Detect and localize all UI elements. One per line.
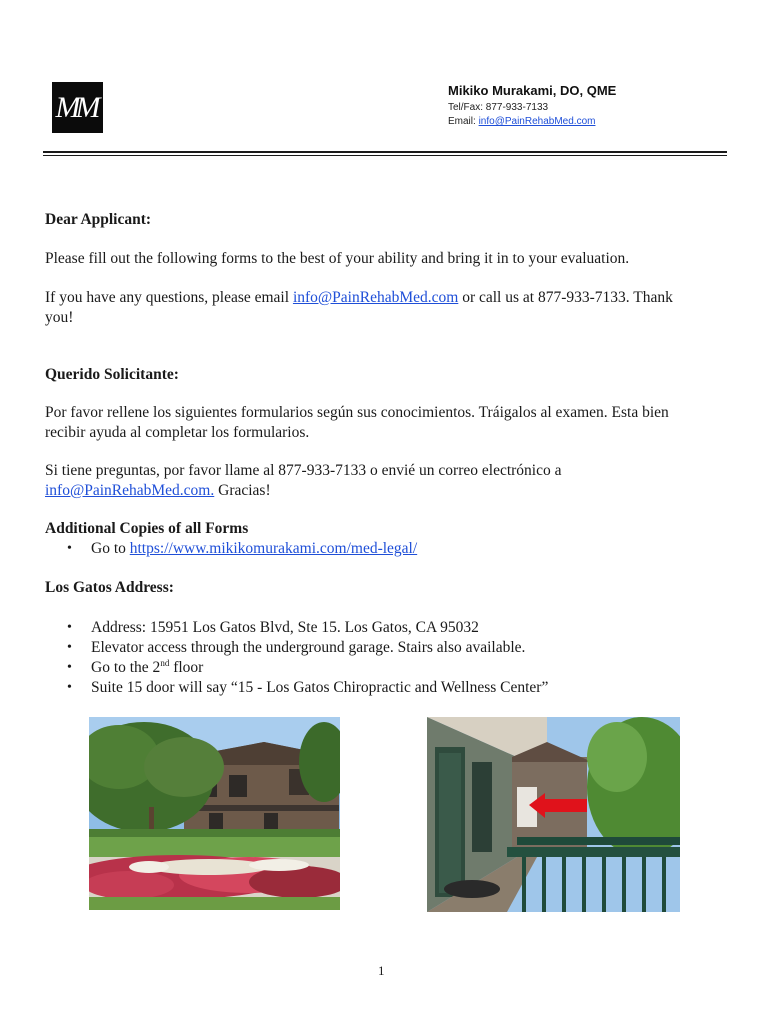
paragraph-en-2-text-end: or call us at 877-933-7133. Thank <box>458 289 673 306</box>
list-item <box>45 539 417 559</box>
suite-entrance-photo <box>427 717 680 912</box>
telfax-line <box>448 103 616 113</box>
copies-list <box>45 539 417 559</box>
list-item: • Address: 15951 Los Gatos Blvd, Ste 15. Los Gatos, CA 95032 <box>45 618 548 638</box>
paragraph-es-1-line1: Por favor rellene los siguientes formularios según sus conocimientos. Tráigalos al examen. Esta bien <box>45 404 669 421</box>
floor-text: Go to the 2 <box>91 659 161 676</box>
list-item <box>45 658 548 678</box>
email-label: Email: <box>448 116 476 127</box>
floor-ordinal: nd <box>160 657 170 668</box>
address-heading: Los Gatos Address: <box>45 579 174 596</box>
salutation-en: Dear Applicant: <box>45 211 152 228</box>
paragraph-es-1 <box>45 403 669 443</box>
building-exterior-photo <box>89 717 340 910</box>
floor-text-end: floor <box>169 659 204 676</box>
paragraph-en-2-text: If you have any questions, please email <box>45 289 293 306</box>
list-item: • Elevator access through the underground garage. Stairs also available. <box>45 638 548 658</box>
paragraph-es-2 <box>45 461 562 501</box>
paragraph-es-2-thanks: Gracias! <box>214 482 271 499</box>
email-link-es[interactable]: info@PainRehabMed.com. <box>45 482 215 499</box>
copies-item-text: Go to <box>91 540 130 557</box>
email-line <box>448 117 616 127</box>
copies-heading: Additional Copies of all Forms <box>45 520 249 537</box>
address-list <box>45 618 548 698</box>
telfax-number: 877-933-7133 <box>485 102 549 113</box>
paragraph-en-1: Please fill out the following forms to the best of your ability and bring it in to your evaluation. <box>45 250 630 267</box>
paragraph-en-2 <box>45 288 673 328</box>
email-link-en[interactable]: info@PainRehabMed.com <box>292 289 459 306</box>
paragraph-en-2-text-line2: you! <box>45 309 74 326</box>
logo-monogram: MM <box>55 90 96 124</box>
header-divider-thick <box>43 151 727 153</box>
paragraph-es-1-line2: recibir ayuda al completar los formularios. <box>45 424 310 441</box>
doctor-name: Mikiko Murakami, DO, QME <box>448 83 617 98</box>
forms-url-link[interactable]: https://www.mikikomurakami.com/med-legal/ <box>129 540 418 557</box>
letterhead-contact <box>448 83 616 127</box>
paragraph-es-2-line1: Si tiene preguntas, por favor llame al 877-933-7133 o envié un correo electrónico a <box>45 462 562 479</box>
practice-logo <box>52 82 103 133</box>
page-number: 1 <box>378 963 385 978</box>
header-divider-thin <box>43 155 727 156</box>
telfax-label: Tel/Fax: <box>448 102 484 113</box>
salutation-es: Querido Solicitante: <box>45 366 179 383</box>
header-email-link[interactable]: info@PainRehabMed.com <box>478 116 596 127</box>
list-item: • Suite 15 door will say “15 - Los Gatos Chiropractic and Wellness Center” <box>45 678 548 698</box>
